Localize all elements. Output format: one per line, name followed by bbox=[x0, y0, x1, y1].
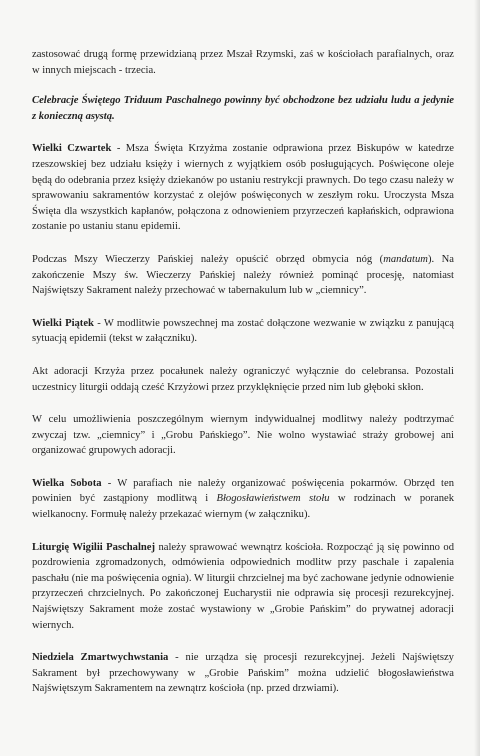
text-wielka-sobota-after: w rodzinach w poranek wielkanocny. Formułę należy przekazać wiernym (w załączniku). bbox=[32, 493, 454, 521]
page-edge-shadow bbox=[474, 0, 480, 756]
text-blogoslawienstwo-stolu: Błogosławieństwem stołu bbox=[216, 493, 330, 505]
paragraph-wielki-czwartek bbox=[32, 141, 454, 235]
heading-wigilia-paschalna: Liturgię Wigilii Paschalnej bbox=[32, 541, 156, 553]
paragraph-wieczerza bbox=[32, 252, 454, 299]
heading-wielka-sobota: Wielka Sobota bbox=[32, 477, 102, 489]
text-wielki-czwartek: - Msza Święta Krzyżma zostanie odprawiona przez Biskupów w katedrze rzeszowskiej bez udziału księży i wiernych z wyjątkiem osób posługujących. Poświęcone oleje będą do odebrania przez księży dziekanów po ustaniu restrykcji prawnych. Do tego czasu należy w sprawowaniu sakramentów korzystać z olejów poświęconych w zeszłym roku. Uroczysta Msza Święta dla wszystkich kapłanów, połączona z odnowieniem przyrzeczeń kapłańskich, odprawiona zostanie po ustaniu stanu epidemii. bbox=[32, 143, 454, 233]
paragraph-niedziela bbox=[32, 650, 454, 697]
heading-wielki-piatek: Wielki Piątek bbox=[32, 317, 94, 329]
text-wigilia-paschalna: należy sprawować wewnątrz kościoła. Rozpocząć ją się powinno od pozdrowienia zgromadzonych, odmówienia odpowiednich modlitw przy paschale i zapalenia paschału (nie ma poświęcenia ognia). W liturgii chrzcielnej ma być zachowane jedynie odnowienie przyrzeczeń chrzcielnych. Po zakończonej Eucharystii nie odprawia się procesji rezurekcyjnej. Najświętszy Sakrament może zostać wystawiony w „Grobie Pańskim” do prywatnej adoracji wiernych. bbox=[32, 541, 454, 631]
heading-wielki-czwartek: Wielki Czwartek bbox=[32, 143, 112, 155]
text-wielki-piatek: - W modlitwie powszechnej ma zostać dołączone wezwanie w związku z panującą sytuacją epidemii (tekst w załączniku). bbox=[32, 317, 454, 345]
paragraph-wigilia-paschalna bbox=[32, 540, 454, 634]
heading-niedziela: Niedziela Zmartwychwstania bbox=[32, 652, 169, 664]
text-wielka-sobota-before: - W parafiach nie należy organizować poświęcenia pokarmów. Obrzęd ten powinien być zastąpiony modlitwą i bbox=[32, 477, 454, 505]
text-mandatum: mandatum bbox=[383, 253, 428, 265]
paragraph-intro: zastosować drugą formę przewidzianą przez Mszał Rzymski, zaś w kościołach parafialnych, oraz w innych miejscach - trzecia. bbox=[32, 49, 454, 76]
paragraph-adoracja-krzyza: Akt adoracji Krzyża przez pocałunek należy ograniczyć wyłącznie do celebransa. Pozostali uczestnicy liturgii oddają cześć Krzyżowi przez przyklęknięcie przed nim lub głęboki skłon. bbox=[32, 365, 454, 393]
paragraph-wielka-sobota bbox=[32, 476, 454, 523]
paragraph-ciemnica: W celu umożliwienia poszczególnym wiernym indywidualnej modlitwy należy podtrzymać zwyczaj tzw. „ciemnicy” i „Grobu Pańskiego”. Nie wolno wystawiać straży grobowej ani organizować grupowych adoracji. bbox=[32, 414, 454, 457]
paragraph-notice: Celebracje Świętego Triduum Paschalnego powinny być obchodzone bez udziału ludu a jedynie z konieczną asystą. bbox=[32, 95, 454, 122]
paragraph-wielki-piatek bbox=[32, 316, 454, 347]
text-wieczerza-after: ). Na zakończenie Mszy św. Wieczerzy Pańskiej należy również pominąć procesję, natomiast Najświętszy Sakrament należy przechować w tabernakulum lub w „ciemnicy”. bbox=[32, 253, 455, 297]
text-wieczerza-before: Podczas Mszy Wieczerzy Pańskiej należy opuścić obrzęd obmycia nóg ( bbox=[32, 253, 384, 265]
text-niedziela: - nie urządza się procesji rezurekcyjnej. Jeżeli Najświętszy Sakrament był przechowywany w „Grobie Pańskim” można udzielić błogosławieństwa Najświętszym Sakramentem na zewnątrz kościoła (np. przed drzwiami). bbox=[32, 652, 454, 695]
